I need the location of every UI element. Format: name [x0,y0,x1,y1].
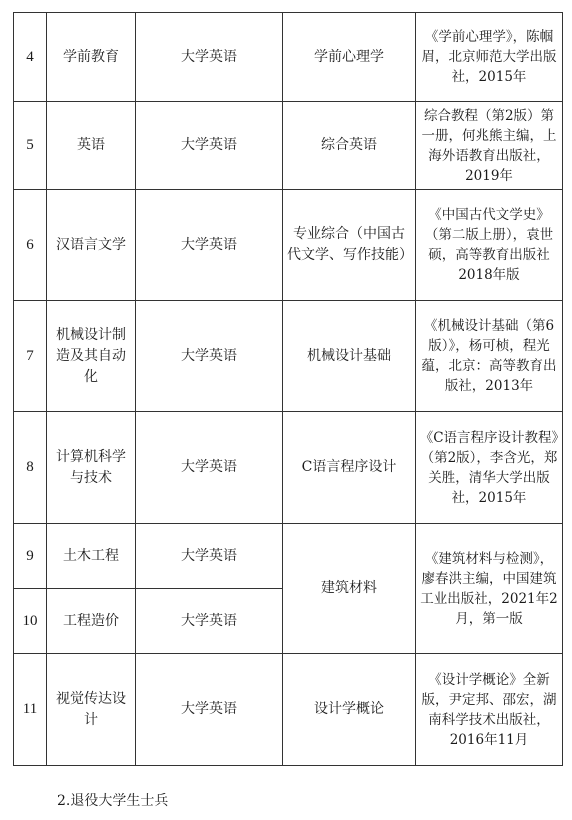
reference-book-cell: 《设计学概论》全新版，尹定邦、邵宏，湖南科学技术出版社，2016年11月 [416,654,563,766]
subject-cell: 大学英语 [136,190,283,301]
reference-book-cell: 《中国古代文学史》（第二版上册），袁世硕，高等教育出版社2018年版 [416,190,563,301]
row-number: 5 [14,102,47,190]
table-row [14,102,563,190]
exam-course-cell: 专业综合（中国古代文学、写作技能） [283,190,416,301]
exam-course-cell: 学前心理学 [283,13,416,102]
major-cell: 计算机科学与技术 [47,412,136,524]
table-row [14,412,563,524]
reference-book-cell: 《建筑材料与检测》，廖春洪主编，中国建筑工业出版社，2021年2月，第一版 [416,524,563,654]
row-number: 4 [14,13,47,102]
table-row [14,654,563,766]
subject-cell: 大学英语 [136,524,283,589]
major-cell: 土木工程 [47,524,136,589]
subject-cell: 大学英语 [136,412,283,524]
row-number: 11 [14,654,47,766]
section-heading: 2.退役大学生士兵 [57,793,169,809]
major-cell: 英语 [47,102,136,190]
row-number: 6 [14,190,47,301]
exam-course-cell: 设计学概论 [283,654,416,766]
reference-book-cell: 综合教程（第2版）第一册，何兆熊主编，上海外语教育出版社，2019年 [416,102,563,190]
row-number: 8 [14,412,47,524]
row-number: 10 [14,589,47,654]
major-cell: 汉语言文学 [47,190,136,301]
table-row [14,13,563,102]
subject-cell: 大学英语 [136,589,283,654]
exam-course-cell: 建筑材料 [283,524,416,654]
subject-cell: 大学英语 [136,13,283,102]
exam-course-cell: 综合英语 [283,102,416,190]
major-cell: 学前教育 [47,13,136,102]
subject-cell: 大学英语 [136,654,283,766]
exam-subject-table [13,12,563,766]
row-number: 9 [14,524,47,589]
major-cell: 工程造价 [47,589,136,654]
subject-cell: 大学英语 [136,301,283,412]
reference-book-cell: 《C语言程序设计教程》（第2版），李含光，郑关胜，清华大学出版社，2015年 [416,412,563,524]
subject-cell: 大学英语 [136,102,283,190]
reference-book-cell: 《学前心理学》，陈帼眉，北京师范大学出版社，2015年 [416,13,563,102]
reference-book-cell: 《机械设计基础（第6版）》，杨可桢，程光蕴，北京：高等教育出版社，2013年 [416,301,563,412]
row-number: 7 [14,301,47,412]
table-row [14,301,563,412]
table-row [14,190,563,301]
major-cell: 机械设计制造及其自动化 [47,301,136,412]
table-row [14,524,563,589]
exam-course-cell: C语言程序设计 [283,412,416,524]
exam-course-cell: 机械设计基础 [283,301,416,412]
major-cell: 视觉传达设计 [47,654,136,766]
